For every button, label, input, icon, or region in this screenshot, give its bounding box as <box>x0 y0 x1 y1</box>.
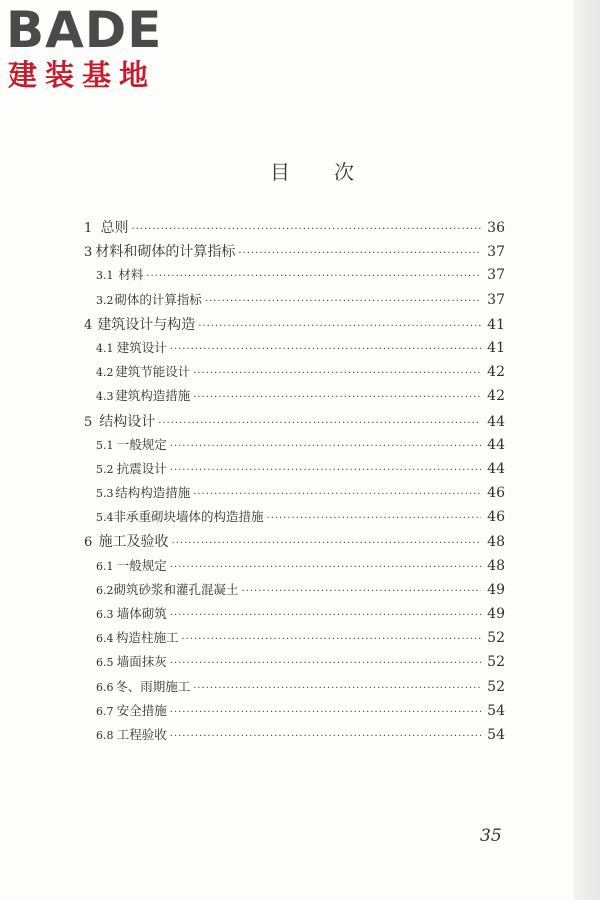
toc-dot-leader <box>193 392 481 403</box>
toc-entry-page: 44 <box>487 436 505 453</box>
toc-entry-page: 37 <box>487 267 505 284</box>
toc-dot-leader <box>267 513 481 524</box>
toc-entry-number: 6.2 <box>96 583 114 597</box>
toc-entry-number: 6.3 <box>96 608 114 621</box>
toc-entry-label: 墙体砌筑 <box>116 606 167 621</box>
toc-entry <box>80 725 505 749</box>
toc-entry-label: 一般规定 <box>116 557 167 573</box>
toc-entry-number: 1 <box>84 221 93 236</box>
toc-entry-number: 5.4 <box>96 511 114 525</box>
toc-entry <box>80 265 505 289</box>
toc-entry-label: 结构设计 <box>99 413 156 430</box>
brand-logo <box>6 1 181 92</box>
toc-entry-page: 54 <box>487 726 505 743</box>
toc-entry-number: 5 <box>84 414 93 430</box>
toc-dot-leader <box>131 224 481 235</box>
toc-entry-number: 3.2 <box>96 293 114 307</box>
toc-entry-number: 6.8 <box>96 728 114 742</box>
toc-dot-leader <box>170 441 481 452</box>
toc-entry <box>80 652 505 676</box>
toc-entry <box>80 435 505 459</box>
toc-entry-page: 54 <box>487 702 505 719</box>
toc-entry-number: 3.1 <box>96 269 114 283</box>
toc-entry-page: 46 <box>487 485 505 502</box>
toc-dot-leader <box>170 707 481 718</box>
toc-dot-leader <box>170 344 481 355</box>
toc-entry-label: 一般规定 <box>116 436 167 452</box>
toc-entry-page: 37 <box>487 244 505 261</box>
toc-entry-number: 3 <box>84 245 93 261</box>
toc-entry-label: 非承重砌块墙体的构造措施 <box>113 509 264 525</box>
toc-entry-page: 41 <box>487 339 505 356</box>
toc-entry-label: 墙面抹灰 <box>116 654 167 670</box>
toc-entry <box>80 556 505 580</box>
toc-entry-page: 48 <box>487 557 505 574</box>
toc-entry-label: 建筑设计 <box>116 339 167 355</box>
toc-entry <box>80 338 505 362</box>
toc-entry-number: 4 <box>84 317 93 333</box>
toc-dot-leader <box>170 562 481 573</box>
toc-entry-number: 6.7 <box>96 704 114 718</box>
toc-entry-number: 6.1 <box>96 559 114 573</box>
toc-entry-page: 46 <box>487 509 505 526</box>
toc-entry <box>80 459 505 483</box>
logo-tagline: 建装基地 <box>8 58 157 92</box>
toc-entry-page: 52 <box>487 630 505 647</box>
toc-entry-label: 施工及验收 <box>98 534 169 551</box>
logo-wordmark: BADE <box>6 1 163 59</box>
toc-dot-leader <box>170 610 481 621</box>
toc-dot-leader <box>146 271 481 282</box>
toc-entry-label: 安全措施 <box>116 702 167 718</box>
toc-entry-label: 建筑构造措施 <box>115 388 191 404</box>
toc-entry <box>80 580 505 604</box>
toc-entry-page: 49 <box>487 581 505 598</box>
toc-entry <box>80 386 505 410</box>
toc-dot-leader <box>193 489 481 500</box>
toc-entry-label: 冬、雨期施工 <box>115 678 191 694</box>
toc-entry-number: 4.3 <box>96 390 114 404</box>
toc-entry-page: 48 <box>487 534 505 551</box>
toc-entry-number: 6.6 <box>96 680 114 694</box>
toc-entry-number: 6.5 <box>96 656 114 670</box>
toc-entry-number: 5.1 <box>96 438 114 452</box>
toc-entry <box>80 217 505 241</box>
toc-entry <box>80 241 505 265</box>
toc-entry-number: 6 <box>84 535 93 551</box>
toc-entry-label: 材料和砌体的计算指标 <box>95 244 236 261</box>
toc-dot-leader <box>170 731 481 742</box>
toc-entry-page: 44 <box>487 460 505 477</box>
toc-entry-page: 41 <box>487 316 505 333</box>
toc-entry <box>80 507 505 531</box>
toc-entry-label: 砌筑砂浆和灌孔混凝土 <box>113 581 239 597</box>
toc-entry-page: 42 <box>487 388 505 405</box>
toc-entry-label: 总则 <box>100 220 129 236</box>
toc-entry-label: 建筑设计与构造 <box>97 316 196 333</box>
toc-entry-page: 49 <box>487 606 505 622</box>
toc-entry-page: 44 <box>487 413 505 430</box>
toc-dot-leader <box>193 368 481 379</box>
toc-entry-number: 4.1 <box>96 341 114 355</box>
toc-dot-leader <box>170 658 481 669</box>
toc-entry-page: 52 <box>487 678 505 695</box>
toc-entry-page: 42 <box>487 364 505 381</box>
toc-entry <box>80 604 505 628</box>
toc-entry-number: 6.4 <box>96 632 114 646</box>
toc-entry <box>80 290 505 314</box>
toc-dot-leader <box>193 683 481 694</box>
toc-dot-leader <box>238 248 481 259</box>
toc-entry-page: 36 <box>487 220 505 236</box>
toc-entry-label: 构造柱施工 <box>115 630 179 646</box>
toc-dot-leader <box>242 586 481 597</box>
toc-entry <box>80 483 505 507</box>
toc-entry-number: 4.2 <box>96 366 114 380</box>
toc-dot-leader <box>172 538 481 549</box>
toc-entry-page: 37 <box>487 291 505 308</box>
toc-dot-leader <box>205 296 481 307</box>
page-number: 35 <box>480 826 502 846</box>
toc-entry <box>80 701 505 725</box>
toc-entry-label: 抗震设计 <box>116 460 167 476</box>
toc-dot-leader <box>158 418 481 429</box>
toc-entry <box>80 531 505 555</box>
table-of-contents <box>80 217 505 749</box>
toc-entry-label: 建筑节能设计 <box>115 364 191 380</box>
toc-entry <box>80 677 505 701</box>
toc-entry <box>80 314 505 338</box>
toc-entry-number: 5.2 <box>96 462 114 476</box>
toc-dot-leader <box>198 321 481 332</box>
toc-entry-number: 5.3 <box>96 487 114 501</box>
toc-dot-leader <box>170 465 481 476</box>
page-edge-shadow <box>574 0 600 900</box>
toc-dot-leader <box>181 634 481 645</box>
toc-entry-label: 结构构造措施 <box>115 485 191 501</box>
toc-entry-label: 砌体的计算指标 <box>114 291 202 307</box>
toc-entry <box>80 628 505 652</box>
toc-entry-label: 工程验收 <box>116 726 167 742</box>
toc-entry <box>80 411 505 435</box>
toc-title: 目次 <box>270 160 398 184</box>
toc-entry-page: 52 <box>487 654 505 671</box>
toc-entry-label: 材料 <box>118 267 144 283</box>
toc-entry <box>80 362 505 386</box>
